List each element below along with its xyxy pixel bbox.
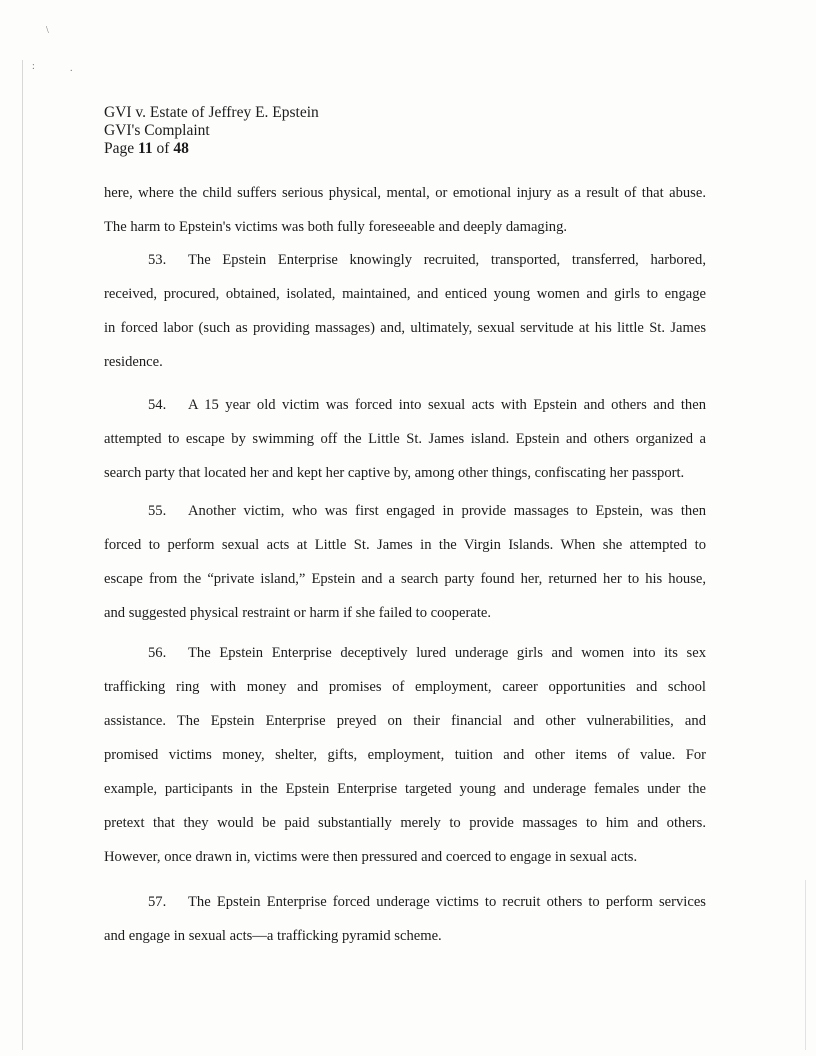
paragraph-53 bbox=[104, 243, 706, 379]
document-title: GVI's Complaint bbox=[104, 122, 210, 139]
scan-speck: . bbox=[70, 63, 73, 74]
scan-edge-left bbox=[22, 60, 23, 1050]
text-line: and suggested physical restraint or harm if she failed to cooperate. bbox=[104, 605, 492, 621]
text-line: in forced labor (such as providing massages) and, ultimately, sexual servitude at his little St. James bbox=[104, 320, 706, 336]
paragraph-number: 54. bbox=[148, 397, 167, 413]
text-line: 54. A 15 year old victim was forced into sexual acts with Epstein and others and then bbox=[104, 388, 706, 422]
text-line: forced to perform sexual acts at Little St. James in the Virgin Islands. When she attempted to bbox=[104, 537, 706, 553]
text-line: promised victims money, shelter, gifts, employment, tuition and other items of value. For bbox=[104, 747, 706, 763]
text-line: The harm to Epstein's victims was both fully foreseeable and deeply damaging. bbox=[104, 219, 568, 235]
paragraph-56 bbox=[104, 636, 706, 874]
paragraph-number: 56. bbox=[148, 645, 167, 661]
page-total: 48 bbox=[173, 140, 189, 157]
text-line: 57. The Epstein Enterprise forced underage victims to recruit others to perform services bbox=[104, 885, 706, 919]
text-line: trafficking ring with money and promises of employment, career opportunities and school bbox=[104, 679, 706, 695]
scan-speck: \ bbox=[46, 25, 49, 36]
text-line: received, procured, obtained, isolated, maintained, and enticed young women and girls to engage bbox=[104, 286, 706, 302]
text-line: residence. bbox=[104, 354, 163, 370]
text-line: 56. The Epstein Enterprise deceptively lured underage girls and women into its sex bbox=[104, 636, 706, 670]
text-line: here, where the child suffers serious physical, mental, or emotional injury as a result of that abuse. bbox=[104, 185, 706, 201]
page-number: 11 bbox=[138, 140, 153, 157]
paragraph-54 bbox=[104, 388, 706, 490]
text-line: 55. Another victim, who was first engaged in provide massages to Epstein, was then bbox=[104, 494, 706, 528]
text-line: and engage in sexual acts—a trafficking pyramid scheme. bbox=[104, 928, 442, 944]
paragraph-57 bbox=[104, 885, 706, 953]
paragraph-number: 53. bbox=[148, 252, 167, 268]
text-line: search party that located her and kept her captive by, among other things, confiscating her passport. bbox=[104, 465, 685, 481]
text-line: 53. The Epstein Enterprise knowingly recruited, transported, transferred, harbored, bbox=[104, 243, 706, 277]
paragraph-number: 55. bbox=[148, 503, 167, 519]
case-caption: GVI v. Estate of Jeffrey E. Epstein bbox=[104, 104, 319, 121]
text-line: example, participants in the Epstein Enterprise targeted young and underage females under the bbox=[104, 781, 706, 797]
paragraph-continuation bbox=[104, 176, 706, 244]
document-header bbox=[104, 104, 319, 158]
text-line: assistance. The Epstein Enterprise preyed on their financial and other vulnerabilities, and bbox=[104, 713, 706, 729]
scan-speck: : bbox=[32, 61, 35, 72]
paragraph-55 bbox=[104, 494, 706, 630]
paragraph-number: 57. bbox=[148, 894, 167, 910]
text-line: pretext that they would be paid substantially merely to provide massages to him and others. bbox=[104, 815, 706, 831]
text-line: However, once drawn in, victims were then pressured and coerced to engage in sexual acts. bbox=[104, 849, 638, 865]
text-line: escape from the “private island,” Epstein and a search party found her, returned her to his house, bbox=[104, 571, 706, 587]
scan-edge-right bbox=[805, 880, 806, 1050]
text-line: attempted to escape by swimming off the Little St. James island. Epstein and others organized a bbox=[104, 431, 706, 447]
page-indicator: Page 11 of 48 bbox=[104, 140, 189, 157]
